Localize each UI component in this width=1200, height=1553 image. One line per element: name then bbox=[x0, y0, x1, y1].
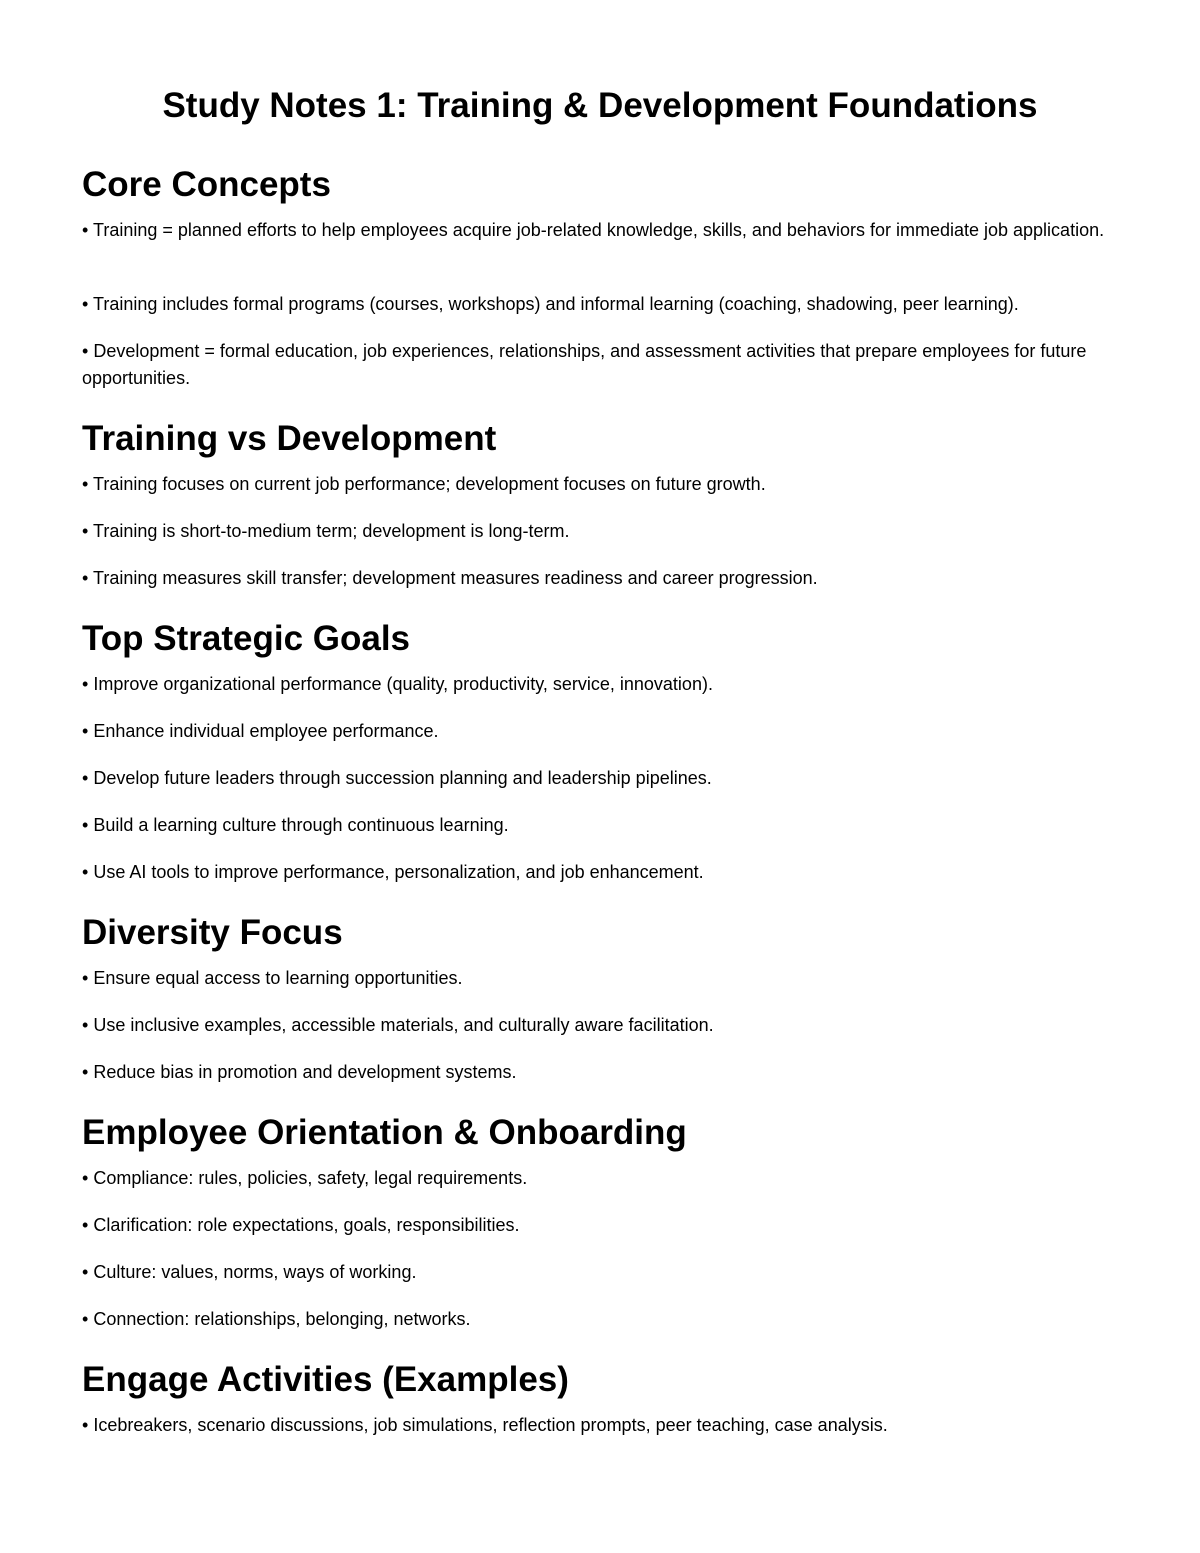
list-item-text: Connection: relationships, belonging, networks. bbox=[93, 1309, 471, 1329]
bullet-icon: • bbox=[82, 968, 89, 988]
bullet-icon: • bbox=[82, 1062, 89, 1082]
list-item bbox=[82, 565, 1122, 592]
list-item-text: Training = planned efforts to help employees acquire job-related knowledge, skills, and behaviors for immediate job application. bbox=[93, 220, 1105, 240]
list-item bbox=[82, 1259, 1122, 1286]
list-item-text: Enhance individual employee performance. bbox=[93, 721, 439, 741]
list-item-text: Training measures skill transfer; development measures readiness and career progression. bbox=[93, 568, 818, 588]
bullet-icon: • bbox=[82, 721, 89, 741]
bullet-icon: • bbox=[82, 521, 89, 541]
section-heading-training-vs-development: Training vs Development bbox=[82, 419, 497, 458]
list-item bbox=[82, 1165, 1122, 1192]
bullet-icon: • bbox=[82, 862, 89, 882]
list-item-text: Culture: values, norms, ways of working. bbox=[93, 1262, 417, 1282]
bullet-icon: • bbox=[82, 1168, 89, 1188]
list-item bbox=[82, 671, 1122, 698]
list-item-text: Use inclusive examples, accessible materials, and culturally aware facilitation. bbox=[93, 1015, 714, 1035]
list-item bbox=[82, 859, 1122, 886]
section-heading-core-concepts: Core Concepts bbox=[82, 165, 331, 204]
bullet-icon: • bbox=[82, 1309, 89, 1329]
section-heading-employee-orientation-onboarding: Employee Orientation & Onboarding bbox=[82, 1113, 687, 1152]
list-item-text: Training includes formal programs (courses, workshops) and informal learning (coaching, shadowing, peer learning). bbox=[93, 294, 1019, 314]
list-item bbox=[82, 1306, 1122, 1333]
bullet-icon: • bbox=[82, 815, 89, 835]
bullet-icon: • bbox=[82, 568, 89, 588]
list-item bbox=[82, 471, 1122, 498]
list-item bbox=[82, 217, 1122, 244]
list-item-text: Training is short-to-medium term; development is long-term. bbox=[93, 521, 570, 541]
list-item-text: Improve organizational performance (quality, productivity, service, innovation). bbox=[93, 674, 713, 694]
list-item-text: Develop future leaders through succession planning and leadership pipelines. bbox=[93, 768, 712, 788]
list-item-text: Compliance: rules, policies, safety, legal requirements. bbox=[93, 1168, 528, 1188]
bullet-icon: • bbox=[82, 294, 89, 314]
list-item-text: Training focuses on current job performance; development focuses on future growth. bbox=[93, 474, 766, 494]
bullet-icon: • bbox=[82, 768, 89, 788]
bullet-icon: • bbox=[82, 220, 89, 240]
list-item-text: Build a learning culture through continuous learning. bbox=[93, 815, 509, 835]
list-item bbox=[82, 812, 1122, 839]
bullet-icon: • bbox=[82, 1215, 89, 1235]
list-item-text: Clarification: role expectations, goals, responsibilities. bbox=[93, 1215, 520, 1235]
list-item-text: Use AI tools to improve performance, personalization, and job enhancement. bbox=[93, 862, 704, 882]
list-item-text: Ensure equal access to learning opportunities. bbox=[93, 968, 463, 988]
section-heading-top-strategic-goals: Top Strategic Goals bbox=[82, 619, 411, 658]
list-item bbox=[82, 518, 1122, 545]
section-heading-engage-activities: Engage Activities (Examples) bbox=[82, 1360, 569, 1399]
bullet-icon: • bbox=[82, 1415, 89, 1435]
page-title: Study Notes 1: Training & Development Foundations bbox=[162, 86, 1038, 125]
bullet-icon: • bbox=[82, 674, 89, 694]
list-item bbox=[82, 965, 1122, 992]
bullet-icon: • bbox=[82, 474, 89, 494]
list-item bbox=[82, 1212, 1122, 1239]
list-item bbox=[82, 338, 1122, 392]
bullet-icon: • bbox=[82, 1262, 89, 1282]
list-item bbox=[82, 718, 1122, 745]
list-item bbox=[82, 291, 1122, 318]
list-item bbox=[82, 765, 1122, 792]
bullet-icon: • bbox=[82, 1015, 89, 1035]
bullet-icon: • bbox=[82, 341, 89, 361]
section-heading-diversity-focus: Diversity Focus bbox=[82, 913, 343, 952]
list-item-text: Reduce bias in promotion and development systems. bbox=[93, 1062, 517, 1082]
list-item bbox=[82, 1012, 1122, 1039]
list-item-text: Development = formal education, job experiences, relationships, and assessment activities that prepare employees for future opportunities. bbox=[82, 341, 1087, 388]
list-item-text: Icebreakers, scenario discussions, job simulations, reflection prompts, peer teaching, case analysis. bbox=[93, 1415, 888, 1435]
list-item bbox=[82, 1412, 1122, 1439]
list-item bbox=[82, 1059, 1122, 1086]
